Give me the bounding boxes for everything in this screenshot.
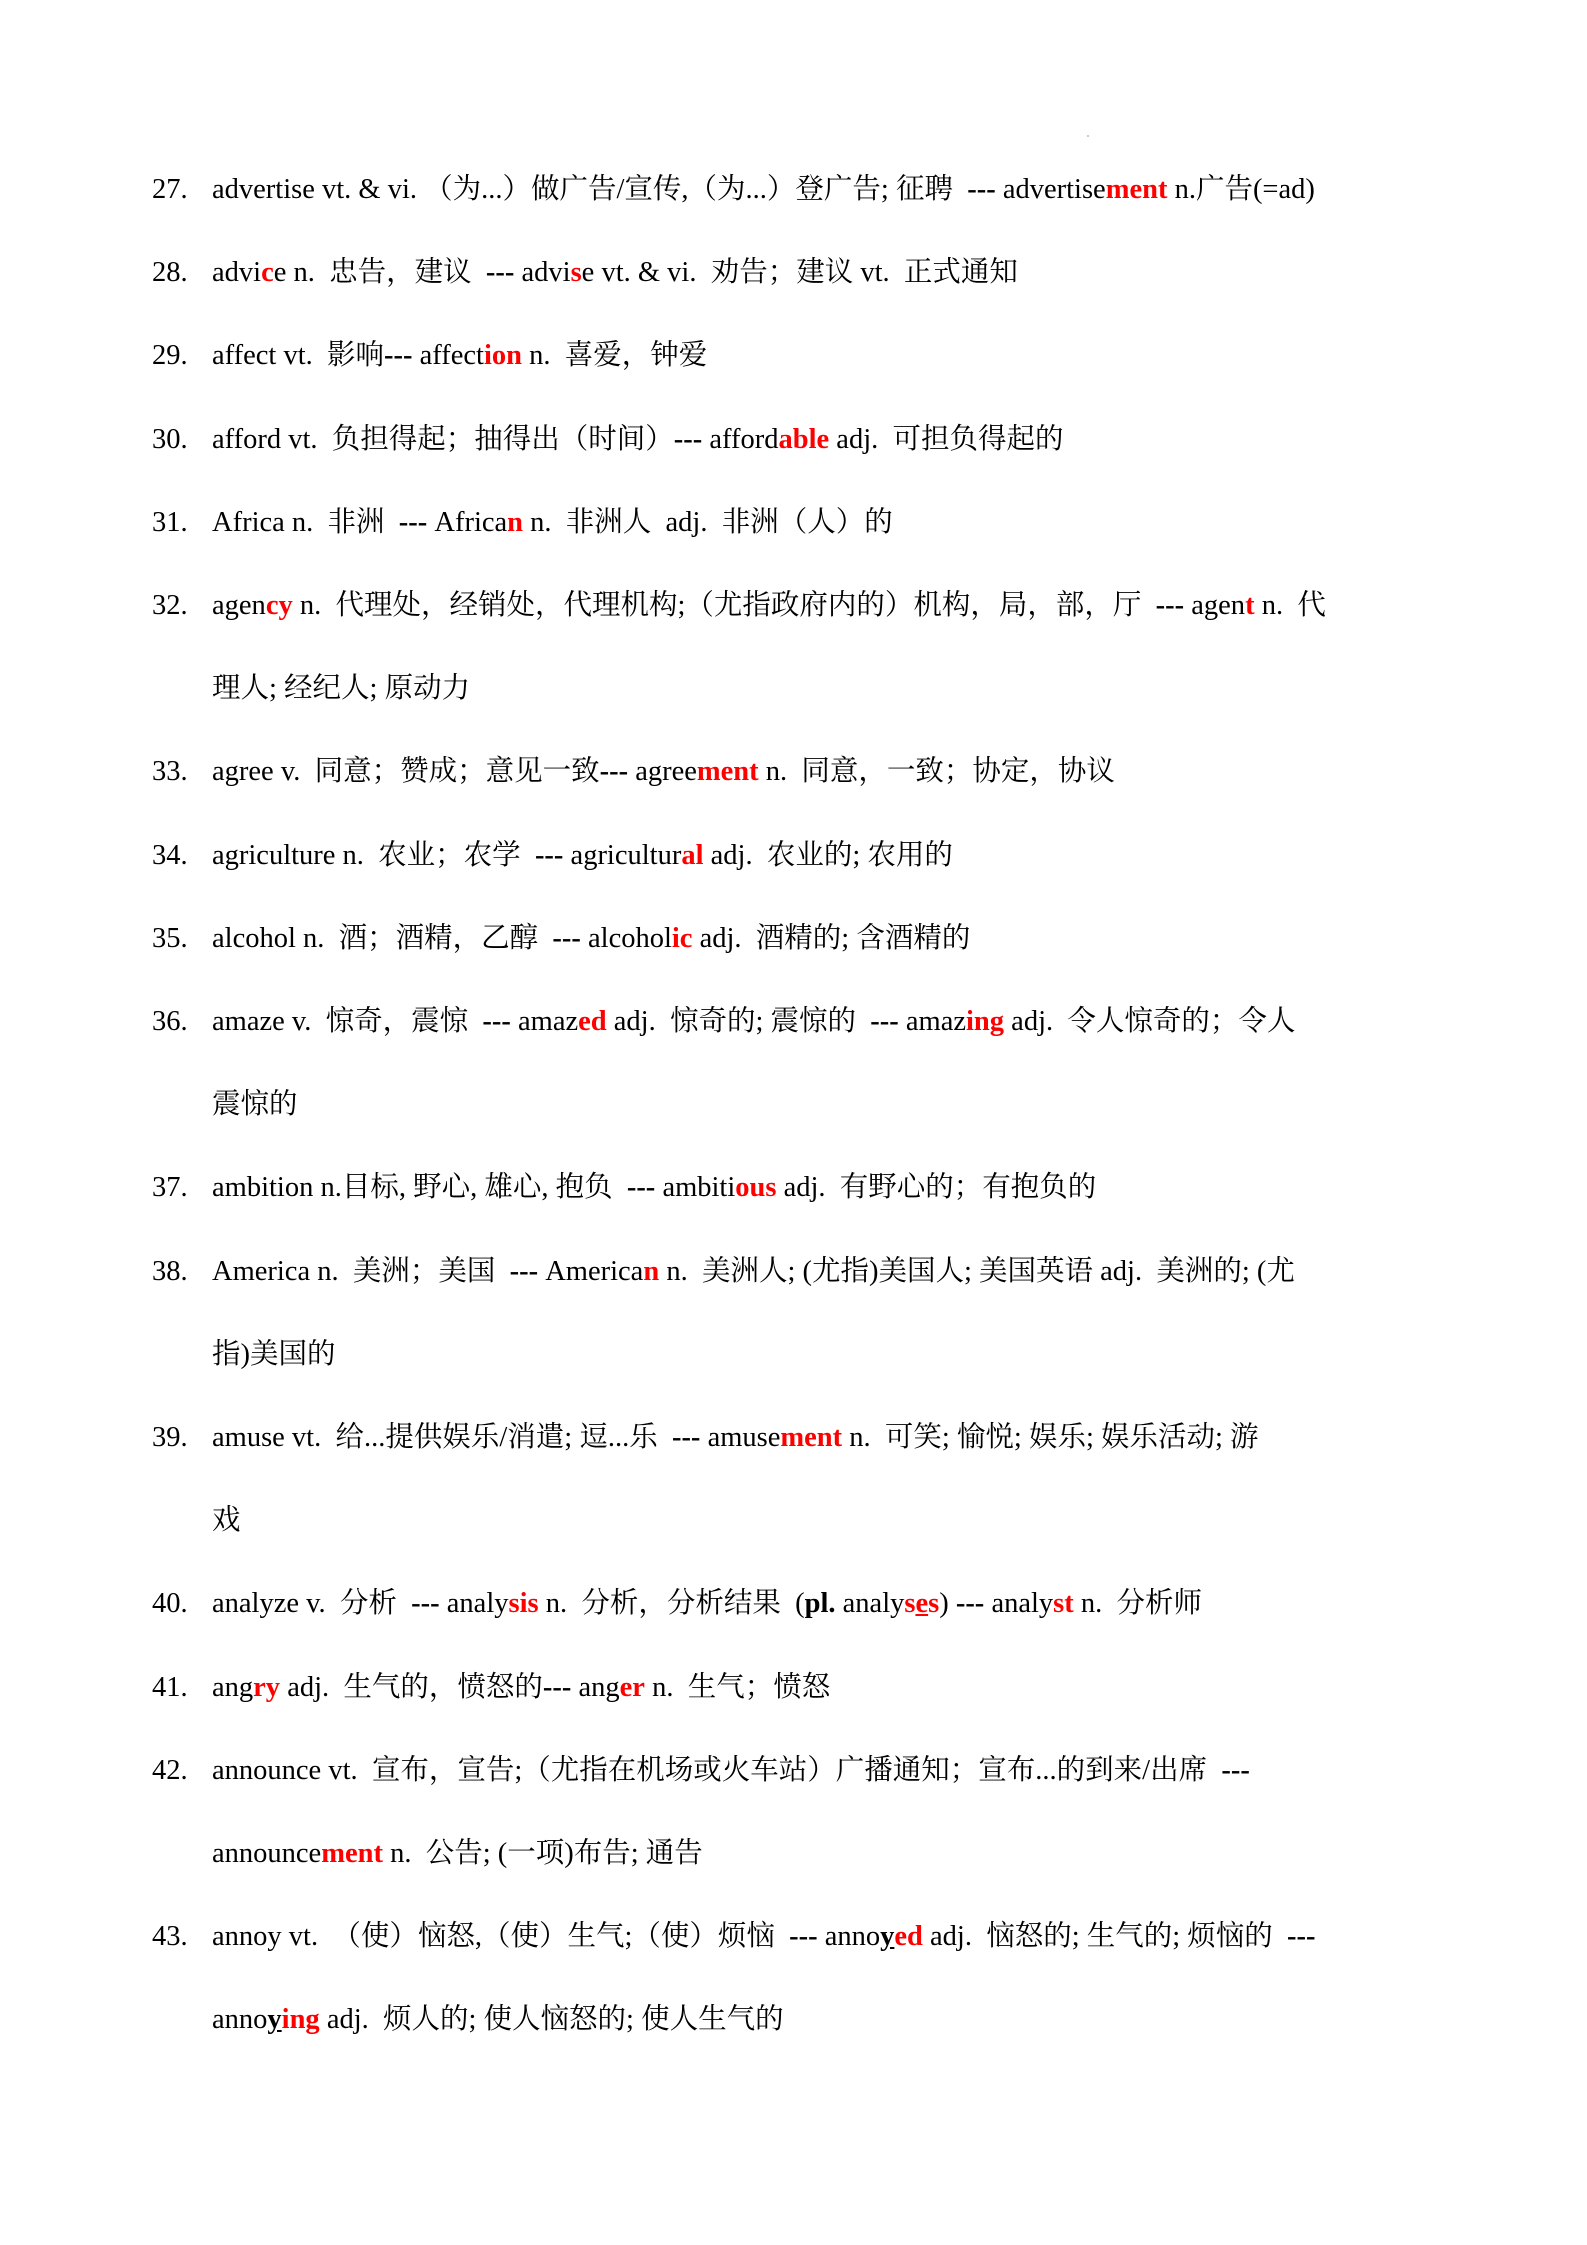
entry-text <box>212 2000 784 2040</box>
text-segment: n. 喜爱，钟爱 <box>522 340 708 372</box>
text-segment: --- <box>411 1588 440 1620</box>
highlighted-suffix: e <box>915 1588 929 1620</box>
highlighted-suffix: st <box>1053 1588 1074 1620</box>
text-segment: adj. 农业的; 农用的 <box>703 839 953 871</box>
text-segment: --- <box>1287 1921 1316 1953</box>
text-segment: n. 代理处，经销处，代理机构;（尤指政府内的）机构，局，部，厅 <box>292 590 1156 621</box>
entry-text <box>212 1751 1250 1791</box>
text-segment: --- <box>485 257 515 289</box>
entry-number: 41. <box>152 1671 188 1703</box>
entry-text <box>212 1002 1295 1042</box>
text-segment: --- <box>626 1172 656 1204</box>
entry-number: 39. <box>152 1422 188 1453</box>
text-segment: adj. 酒精的; 含酒精的 <box>692 922 971 954</box>
entry-number: 37. <box>152 1172 188 1204</box>
highlighted-suffix: ry <box>253 1671 281 1703</box>
text-segment: e n. 忠告，建议 <box>273 257 486 289</box>
text-segment: America <box>538 1255 644 1287</box>
text-segment: adj. 惊奇的; 震惊的 <box>606 1006 871 1037</box>
text-segment: --- <box>552 922 581 954</box>
text-segment: --- <box>955 1588 985 1620</box>
entry-text <box>212 420 1064 460</box>
highlighted-suffix: ous <box>735 1172 777 1204</box>
entry-text <box>212 919 970 959</box>
text-segment: --- <box>482 1006 511 1037</box>
highlighted-suffix: sis <box>508 1588 539 1620</box>
text-segment: adj. 可担负得起的 <box>829 423 1064 455</box>
text-segment: --- <box>599 756 629 788</box>
highlighted-suffix: ing <box>966 1006 1005 1037</box>
text-segment: Africa n. 非洲 <box>212 506 399 538</box>
text-segment: agree <box>628 756 697 788</box>
text-segment: n. 生气；愤怒 <box>644 1671 831 1703</box>
entry-number: 29. <box>152 340 188 372</box>
highlighted-suffix: ment <box>321 1838 383 1869</box>
entry-number: 34. <box>152 839 188 871</box>
text-segment: adj. 生气的，愤怒的 <box>280 1671 543 1703</box>
text-segment: n. 分析，分析结果 ( <box>538 1588 805 1620</box>
text-segment: America n. 美洲；美国 <box>212 1255 510 1287</box>
text-segment: n. 非洲人 adj. 非洲（人）的 <box>523 506 893 538</box>
text-segment: n. 分析师 <box>1073 1588 1203 1620</box>
highlighted-suffix: er <box>619 1671 645 1703</box>
text-segment: 戏 <box>212 1505 241 1537</box>
text-segment: n. 美洲人; (尤指)美国人; 美国英语 adj. 美洲的; (尤 <box>659 1255 1295 1287</box>
text-segment: advertise vt. & vi. （为...）做广告/宣传,（为...）登广告; 征聘 <box>212 174 968 205</box>
text-segment: analy <box>439 1588 509 1620</box>
highlighted-suffix: ic <box>671 922 693 954</box>
text-segment: y <box>880 1921 895 1953</box>
text-segment: agriculture n. 农业；农学 <box>212 839 535 871</box>
text-segment: ambition n.目标, 野心, 雄心, 抱负 <box>212 1172 627 1204</box>
entry-text <box>212 669 470 709</box>
highlighted-suffix: ing <box>281 2004 320 2036</box>
highlighted-suffix: ment <box>780 1422 843 1453</box>
text-segment: agen <box>212 590 266 621</box>
entry-text <box>212 1917 1316 1957</box>
entry-number: 27. <box>152 174 188 205</box>
highlighted-suffix: n <box>643 1255 660 1287</box>
entry-text <box>212 1168 1096 1208</box>
text-segment: adj. 烦人的; 使人恼怒的; 使人生气的 <box>319 2004 784 2036</box>
highlighted-suffix: ment <box>696 756 759 788</box>
entry-text <box>212 1418 1259 1458</box>
text-segment: agen <box>1184 590 1246 621</box>
text-segment: analy <box>835 1588 905 1620</box>
text-segment: n. 公告; (一项)布告; 通告 <box>382 1838 703 1869</box>
text-segment: --- <box>870 1006 899 1037</box>
text-segment: n. 可笑; 愉悦; 娱乐; 娱乐活动; 游 <box>842 1422 1259 1453</box>
text-segment: --- <box>384 340 413 372</box>
highlighted-suffix: c <box>261 257 274 289</box>
text-segment: annoy vt. （使）恼怒,（使）生气;（使）烦恼 <box>212 1921 790 1953</box>
entry-number: 43. <box>152 1921 188 1953</box>
entry-text <box>212 752 1115 792</box>
text-segment: afford vt. 负担得起；抽得出（时间） <box>212 423 674 455</box>
highlighted-suffix: al <box>681 839 704 871</box>
text-segment: agricultur <box>563 839 682 871</box>
text-segment: n. 代 <box>1254 590 1326 621</box>
text-segment: adj. 有野心的；有抱负的 <box>776 1172 1097 1204</box>
text-segment: alcohol n. 酒；酒精，乙醇 <box>212 922 553 954</box>
highlighted-suffix: s <box>904 1588 916 1620</box>
highlighted-suffix: ion <box>483 340 522 372</box>
text-segment: n. 同意，一致；协定，协议 <box>758 756 1115 788</box>
text-segment: --- <box>1155 590 1185 621</box>
text-segment: advi <box>514 257 571 289</box>
text-segment: amaz <box>510 1006 579 1037</box>
text-segment: adj. 恼怒的; 生气的; 烦恼的 <box>922 1921 1288 1953</box>
entry-text <box>212 336 707 376</box>
text-segment: advertise <box>995 174 1106 205</box>
text-segment: ) <box>939 1588 956 1620</box>
entry-text <box>212 1501 241 1541</box>
text-segment: ang <box>571 1671 620 1703</box>
entry-number: 32. <box>152 590 188 621</box>
text-segment: 指)美国的 <box>212 1338 336 1370</box>
entry-text <box>212 253 1018 293</box>
text-segment: y <box>267 2004 282 2036</box>
highlighted-suffix: cy <box>265 590 293 621</box>
entry-number: 38. <box>152 1255 188 1287</box>
entry-text <box>212 586 1326 626</box>
text-segment: n.广告(=ad) <box>1167 174 1315 205</box>
entry-text <box>212 1252 1295 1292</box>
entry-text <box>212 1085 298 1125</box>
entry-number: 30. <box>152 423 188 455</box>
highlighted-suffix: ed <box>578 1006 607 1037</box>
text-segment: --- <box>398 506 428 538</box>
entry-number: 40. <box>152 1588 188 1620</box>
text-segment: afford <box>702 423 779 455</box>
text-segment: agree v. 同意；赞成；意见一致 <box>212 756 600 788</box>
entry-number: 28. <box>152 257 188 289</box>
text-segment: --- <box>542 1671 572 1703</box>
text-segment: advi <box>212 257 262 289</box>
text-segment: amuse vt. 给...提供娱乐/消遣; 逗...乐 <box>212 1422 672 1453</box>
text-segment: amuse <box>700 1422 781 1453</box>
text-segment: --- <box>671 1422 701 1453</box>
text-segment: ambiti <box>655 1172 736 1204</box>
text-segment: anno <box>212 2004 268 2036</box>
highlighted-suffix: ed <box>894 1921 923 1953</box>
highlighted-suffix: s <box>570 257 582 289</box>
entry-text <box>212 170 1315 210</box>
text-segment: ang <box>212 1671 254 1703</box>
entry-number: 33. <box>152 756 188 788</box>
entry-number: 42. <box>152 1754 188 1786</box>
highlighted-suffix: s <box>928 1588 940 1620</box>
text-segment: --- <box>509 1255 539 1287</box>
text-segment: adj. 令人惊奇的；令人 <box>1004 1006 1296 1037</box>
entry-text <box>212 503 893 543</box>
text-segment: 理人; 经纪人; 原动力 <box>212 673 471 705</box>
entry-number: 35. <box>152 922 188 954</box>
text-segment: --- <box>534 839 564 871</box>
text-segment: --- <box>967 174 996 205</box>
entry-text <box>212 1584 1202 1624</box>
text-segment: pl. <box>804 1588 836 1620</box>
text-segment: --- <box>789 1921 818 1953</box>
entry-number: 36. <box>152 1006 188 1037</box>
highlighted-suffix: ment <box>1105 174 1168 205</box>
text-segment: amaz <box>898 1006 967 1037</box>
text-segment: --- <box>1221 1754 1250 1786</box>
text-segment: affect vt. 影响 <box>212 340 385 372</box>
entry-text <box>212 1834 703 1874</box>
text-segment: analyze v. 分析 <box>212 1588 412 1620</box>
entry-text <box>212 1335 336 1375</box>
text-segment: anno <box>817 1921 881 1953</box>
entry-text <box>212 836 953 876</box>
text-segment: alcohol <box>580 922 672 954</box>
text-segment: Africa <box>427 506 508 538</box>
text-segment: e vt. & vi. 劝告；建议 vt. 正式通知 <box>581 257 1018 289</box>
highlighted-suffix: t <box>1245 590 1255 621</box>
text-segment: announce <box>212 1838 322 1869</box>
text-segment: announce vt. 宣布，宣告;（尤指在机场或火车站）广播通知；宣布...的到来/出席 <box>212 1754 1222 1786</box>
text-segment: analy <box>984 1588 1054 1620</box>
text-segment: 震惊的 <box>212 1089 298 1121</box>
highlighted-suffix: able <box>778 423 830 455</box>
text-segment: amaze v. 惊奇，震惊 <box>212 1006 483 1037</box>
entry-text <box>212 1668 830 1708</box>
page-speck <box>1087 135 1089 137</box>
entry-number: 31. <box>152 506 188 538</box>
text-segment: affect <box>412 340 484 372</box>
highlighted-suffix: n <box>507 506 524 538</box>
text-segment: --- <box>673 423 703 455</box>
